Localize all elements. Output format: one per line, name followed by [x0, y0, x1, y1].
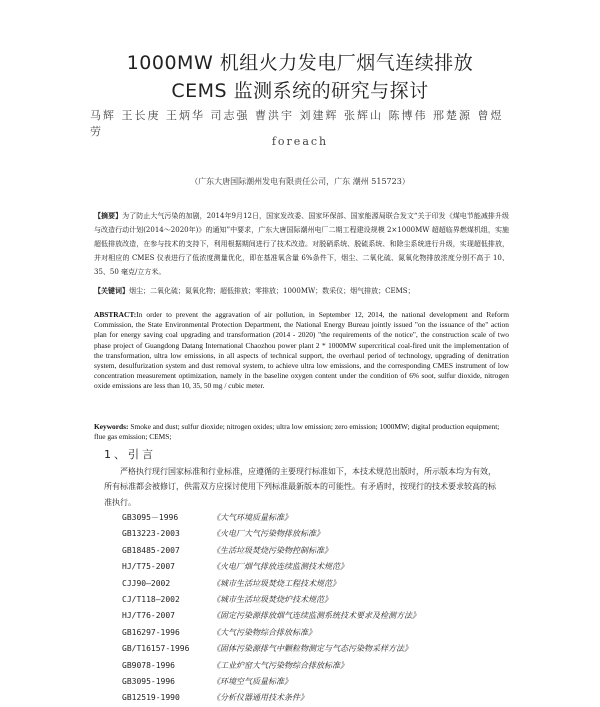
- abstract-chinese: [94, 209, 509, 279]
- standard-item: [122, 658, 522, 674]
- abstract-chinese-label: 【摘要】: [94, 211, 123, 220]
- standard-name: 《大气环境质量标准》: [212, 513, 292, 522]
- standard-code: GB16297-1996: [122, 627, 180, 637]
- standard-item: [122, 576, 522, 592]
- standard-item: [122, 625, 522, 641]
- standard-name: 《火电厂烟气排放连续监测技术规范》: [212, 562, 348, 572]
- standard-item: [122, 543, 522, 559]
- keywords-chinese: [94, 284, 509, 298]
- standard-code: CJJ90—2002: [122, 578, 171, 588]
- standard-code: GB9078-1996: [122, 660, 175, 670]
- standard-code: GB13223-2003: [122, 529, 180, 539]
- section-heading-introduction: 1、引言: [104, 448, 156, 461]
- standard-code: HJ/T76-2007: [122, 611, 175, 621]
- standards-list: [122, 510, 522, 707]
- standard-name: 《火电厂大气污染物排放标准》: [212, 529, 324, 539]
- standard-name: 《环境空气质量标准》: [212, 676, 292, 686]
- abstract-english-text: In order to prevent the aggravation of air pollution, in September 12, 2014, the national development and Reform Commission, the State Environmental Protection Department, the National Energy Bureau jointly issued "on the issuance of the" action plan for energy saving coal upgrading and transformation (2014 - 2020) "the requirements of the notice", the construction scale of two phase project of Guangdong Datang International Chaozhou power plant 2 * 1000MW supercritical coal-fired unit the implementation of the transformation, ultra low emissions, in all aspects of technical support, the overhaul period of technology, upgrading of denitration system, desulfurization system and dust removal system, to achieve ultra low emissions, and the corresponding CMES instrument of low concentration measurement optimization, namely in the baseline oxygen content under the condition of 6% soot, sulfur dioxide, nitrogen oxide emissions are less than 10, 35, 50 mg / cubic meter.: [94, 310, 509, 391]
- standard-name: 《固体污染源排气中颗粒物测定与气态污染物采样方法》: [212, 644, 412, 654]
- standard-item: [122, 608, 522, 624]
- keywords-english-label: Keywords:: [94, 422, 129, 431]
- standard-item: [122, 559, 522, 575]
- abstract-english-label: ABSTRACT:: [94, 310, 137, 319]
- standard-name: 《大气污染物综合排放标准》: [212, 627, 316, 637]
- standard-code: HJ/T75-2007: [122, 562, 175, 572]
- standard-name: 《工业炉窑大气污染物综合排放标准》: [212, 660, 348, 670]
- standard-item: [122, 641, 522, 657]
- standard-code: GB3095-1996: [122, 676, 175, 686]
- affiliation: （广东大唐国际潮州发电有限责任公司，广东 潮州 515723）: [190, 177, 410, 186]
- keywords-english-text: Smoke and dust; sulfur dioxide; nitrogen oxides; ultra low emission; zero emission; 1000MW; digital production equipment; flue gas emission; CEMS;: [94, 422, 500, 442]
- author-list: 马辉 王长庚 王炳华 司志强 曹洪宇 刘建辉 张辉山 陈博伟 邢楚源 曾煜 劳: [90, 109, 504, 138]
- standard-code: CJ/T118—2002: [122, 594, 180, 604]
- standard-name: 《固定污染源排放烟气连续监测系统技术要求及检测方法》: [212, 611, 420, 621]
- abstract-english: [94, 310, 509, 392]
- paper-title-line-2: CEMS 监测系统的研究与探讨: [171, 80, 429, 102]
- keywords-chinese-label: 【关键词】: [94, 286, 129, 295]
- keywords-chinese-text: 烟尘；二氧化硫；氮氧化物；超低排放；零排放；1000MW；数采仪；烟气排放；CEMS；: [129, 287, 415, 295]
- standard-code: GB3095－1996: [122, 513, 179, 522]
- standard-code: GB/T16157-1996: [122, 644, 190, 654]
- standard-name: 《城市生活垃圾焚烧炉技术规范》: [212, 594, 332, 604]
- standard-item: [122, 510, 522, 526]
- standard-item: [122, 690, 522, 706]
- standard-item: [122, 526, 522, 542]
- paper-title-line-1: 1000MW 机组火力发电厂烟气连续排放: [126, 52, 474, 74]
- standard-name: 《分析仪器通用技术条件》: [212, 693, 308, 703]
- standard-code: GB18485-2007: [122, 545, 180, 555]
- abstract-chinese-text: 为了防止大气污染的加剧，2014年9月12日，国家发改委、国家环保部、国家能源局联合发文“关于印发《煤电节能减排升级与改造行动计划(2014～2020年)》的通知”中要求，广东大唐国际潮州电厂二期工程建设规模 2×1000MW 超超临界燃煤机组，实施超低排放改造，在参与技术的支持下，利用根据期间进行了技术改造。对脱硝系统、脱硫系统、和除尘系统进行升级，实现超低排放，并对相应的 CMES 仪表进行了低浓度测量优化，即在基准氧含量 6%条件下，烟尘、二氧化硫、氮氧化物排放浓度分别不高于 10、35、50 毫克/立方米。: [94, 212, 510, 276]
- author-list-continued: foreach: [271, 135, 329, 148]
- standard-name: 《城市生活垃圾焚烧工程技术规范》: [212, 578, 340, 588]
- standard-item: [122, 592, 522, 608]
- keywords-english: [94, 422, 509, 442]
- standard-code: GB12519-1990: [122, 693, 180, 703]
- introduction-paragraph: 严格执行现行国家标准和行业标准，应遵循的主要现行标准如下，本技术规范出版时，所示版本均为有效，所有标准都会被修订，供需双方应探讨使用下列标准最新版本的可能性。有矛盾时，按现行的技术要求较高的标准执行。: [104, 467, 496, 507]
- standard-name: 《生活垃圾焚烧污染物控制标准》: [212, 545, 332, 555]
- standard-item: [122, 674, 522, 690]
